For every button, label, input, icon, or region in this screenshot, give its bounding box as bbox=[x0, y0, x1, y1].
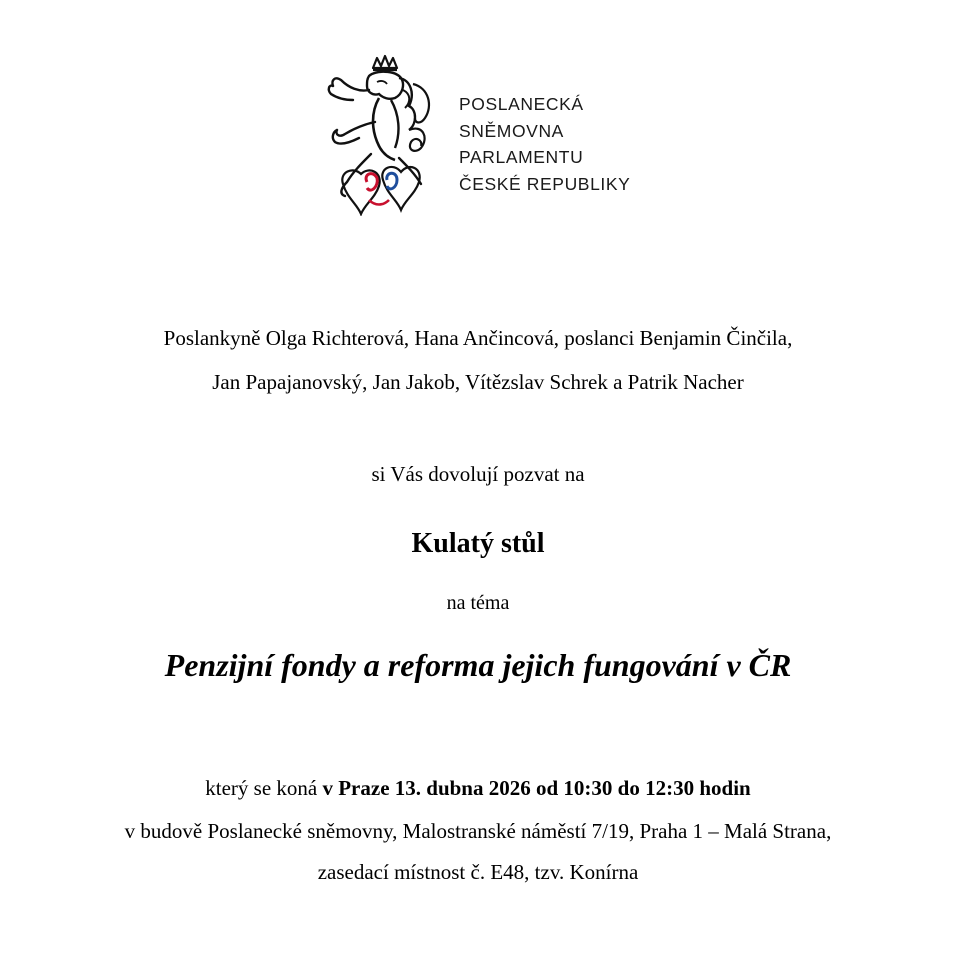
date-prefix: který se koná bbox=[205, 776, 323, 800]
chamber-name-line: PARLAMENTU bbox=[459, 147, 584, 167]
chamber-name-line: SNĚMOVNA bbox=[459, 120, 564, 141]
event-date-line bbox=[0, 776, 956, 801]
event-topic: Penzijní fondy a reforma jejich fungování v ČR bbox=[164, 647, 792, 683]
venue-line-1: v budově Poslanecké sněmovny, Malostranské náměstí 7/19, Praha 1 – Malá Strana, bbox=[124, 819, 832, 843]
chamber-name bbox=[459, 91, 630, 197]
chamber-logo bbox=[325, 54, 635, 216]
hosts-line-2: Jan Papajanovský, Jan Jakob, Vítězslav Schrek a Patrik Nacher bbox=[212, 370, 744, 394]
invite-text: si Vás dovolují pozvat na bbox=[371, 462, 585, 486]
chamber-name-line: ČESKÉ REPUBLIKY bbox=[459, 173, 631, 194]
chamber-name-line: POSLANECKÁ bbox=[459, 94, 584, 114]
venue-line-2: zasedací místnost č. E48, tzv. Konírna bbox=[317, 860, 639, 884]
event-subtitle: na téma bbox=[446, 592, 510, 614]
czech-lion-emblem-icon bbox=[325, 54, 435, 216]
hosts-line-1: Poslankyně Olga Richterová, Hana Ančincová, poslanci Benjamin Činčila, bbox=[163, 326, 793, 350]
date-and-time: v Praze 13. dubna 2026 od 10:30 do 12:30 hodin bbox=[322, 776, 751, 800]
event-title: Kulatý stůl bbox=[411, 528, 545, 559]
